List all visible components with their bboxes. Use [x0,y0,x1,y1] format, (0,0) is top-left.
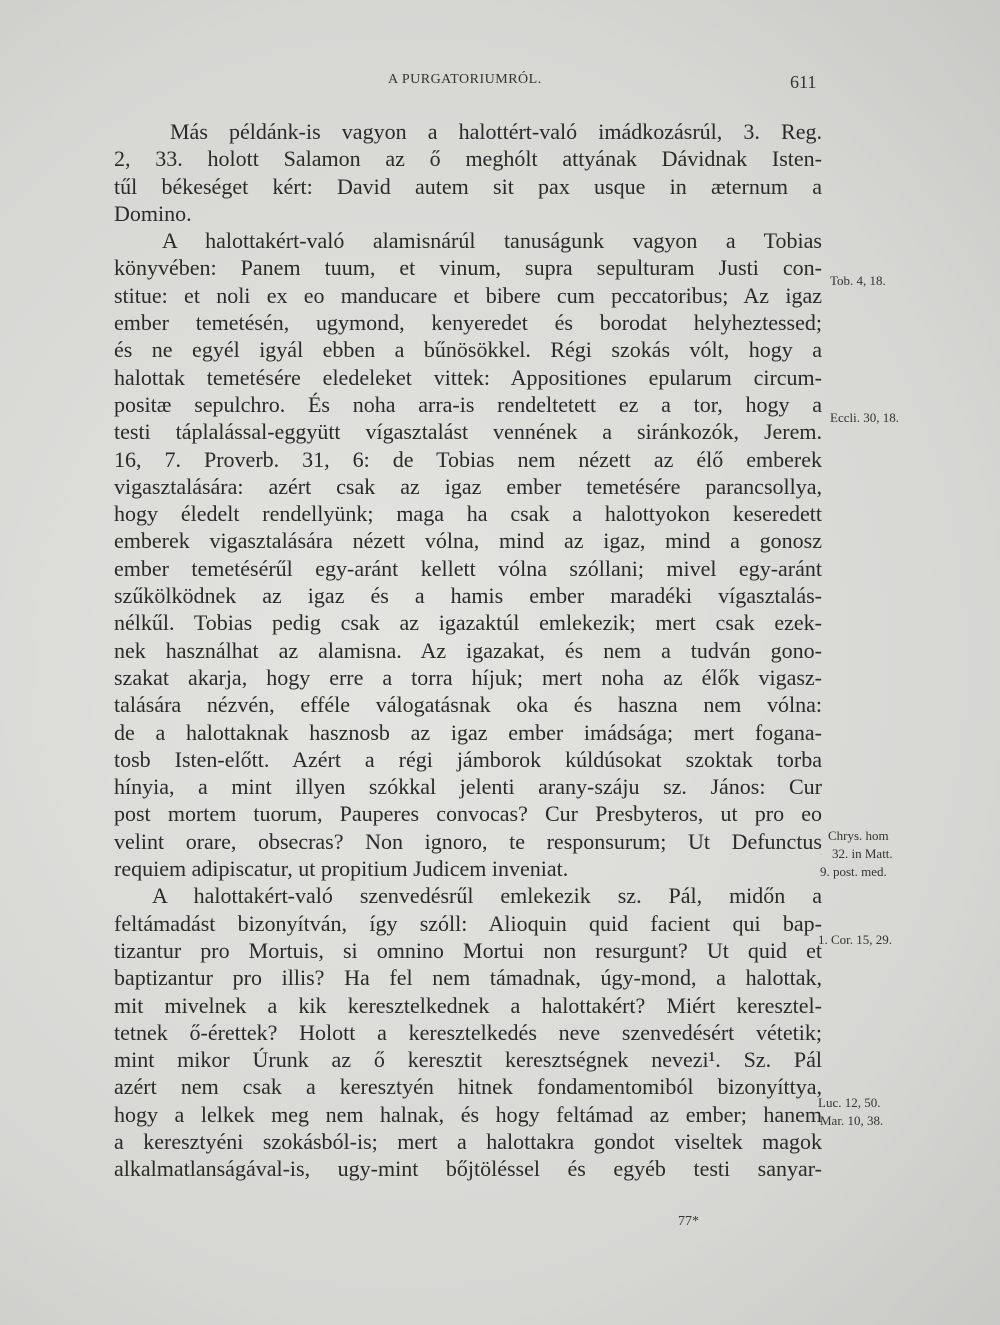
text-line: szűkölködnek az igaz és a hamis ember maradéki vígasztalás- [114,583,822,609]
text-line: nélkűl. Tobias pedig csak az igazaktúl emlekezik; mert csak ezek- [114,610,822,636]
margin-note: 32. in Matt. [832,846,893,861]
text-line: ember temetésén, ugymond, kenyeredet és borodat helyheztessed; [114,310,822,336]
text-line: testi táplalással-eggyütt vígasztalást vennének a siránkozók, Jerem. [114,419,822,445]
margin-note: Luc. 12, 50. [818,1095,881,1110]
text-line: feltámadást bizonyítván, így szóll: Alioquin quid facient qui bap- [114,910,822,936]
text-line: requiem adipiscatur, ut propitium Judicem inveniat. [114,856,569,882]
text-line: tosb Isten-előtt. Azért a régi jámborok kúldúsokat szoktak torba [114,746,822,772]
text-line: szakat akarja, hogy erre a torra híjuk; mert noha az élők vigasz- [114,664,822,690]
text-line: ember temetésérűl egy-aránt kellett vólna szóllani; mivel egy-aránt [114,555,822,581]
text-line: és ne egyél igyál ebben a bűnösökkel. Régi szokás vólt, hogy a [114,337,822,363]
page-number: 611 [790,72,817,92]
text-line: halottak temetésére eledeleket vittek: Appositiones epularum circum- [114,364,822,390]
text-line: könyvében: Panem tuum, et vinum, supra sepulturam Justi con- [114,255,822,281]
text-line: tetnek ő-érettek? Holott a keresztelkedés neve szenvedésért vétetik; [114,1019,822,1045]
text-line: hínyia, a mint illyen szókkal jelenti arany-száju sz. János: Cur [114,774,822,800]
text-line: mit mivelnek a kik keresztelkednek a halottakért? Miért keresztel- [114,992,822,1018]
text-line: post mortem tuorum, Pauperes convocas? Cur Presbyteros, ut pro eo [114,801,822,827]
text-line: hogy a lelkek meg nem halnak, és hogy feltámad az ember; hanem [114,1101,822,1127]
text-line: de a halottaknak hasznosb az igaz ember imádsága; mert fogana- [114,719,822,745]
text-line: vigasztalására: azért csak az igaz ember temetésére parancsollya, [114,473,822,499]
text-line: 2, 33. holott Salamon az ő meghólt attyának Dávidnak Isten- [114,146,822,172]
margin-note: Eccli. 30, 18. [830,410,899,425]
margin-note: 9. post. med. [820,864,887,879]
text-line: hogy éledelt rendellyünk; maga ha csak a halottyokon keseredett [114,501,822,527]
signature-mark: 77* [678,1214,699,1229]
text-line: tűl békeséget kért: David autem sit pax usque in æternum a [114,173,822,199]
text-line: nek használhat az alamisna. Az igazakat, és nem a tudván gono- [114,637,822,663]
text-line: 16, 7. Proverb. 31, 6: de Tobias nem nézett az élő emberek [114,446,822,472]
margin-note: Chrys. hom [828,828,889,843]
text-line: positæ sepulchro. És noha arra-is rendeltetett ez a tor, hogy a [114,391,822,417]
text-line: mint mikor Úrunk az ő keresztit keresztségnek nevezi¹. Sz. Pál [114,1047,822,1073]
text-line: tizantur pro Mortuis, si omnino Mortui non resurgunt? Ut quid et [114,937,822,963]
text-line: stitue: et noli ex eo manducare et bibere cum peccatoribus; Az igaz [114,282,822,308]
text-line: a keresztyéni szokásból-is; mert a halottakra gondot viseltek magok [114,1128,822,1154]
text-line: baptizantur pro illis? Ha fel nem támadnak, úgy-mond, a halottak, [114,965,822,991]
text-line: Más példánk-is vagyon a halottért-való imádkozásrúl, 3. Reg. [170,119,822,144]
text-line: alkalmatlanságával-is, ugy-mint bőjtöléssel és egyéb testi sanyar- [114,1156,822,1182]
text-line: velint orare, obsecras? Non ignoro, te responsurum; Ut Defunctus [114,828,822,854]
margin-note: 1. Cor. 15, 29. [818,932,893,947]
text-line: A halottakért-való szenvedésrűl emlekezik sz. Pál, midőn a [152,883,822,909]
body-text [114,118,822,1183]
margin-note: Mar. 10, 38. [820,1113,884,1128]
running-title: A PURGATORIUMRÓL. [388,72,542,87]
text-line: Domino. [114,200,192,226]
margin-note: Tob. 4, 18. [830,273,886,288]
text-line: A halottakért-való alamisnárúl tanuságunk vagyon a Tobias [162,228,822,254]
text-line: azért nem csak a keresztyén hitnek fondamentomiból bizonyíttya, [114,1074,822,1100]
text-line: talására nézvén, efféle válogatásnak oka és haszna nem vólna: [114,692,822,718]
text-line: emberek vigasztalására nézett vólna, mind az igaz, mind a gonosz [114,528,822,554]
